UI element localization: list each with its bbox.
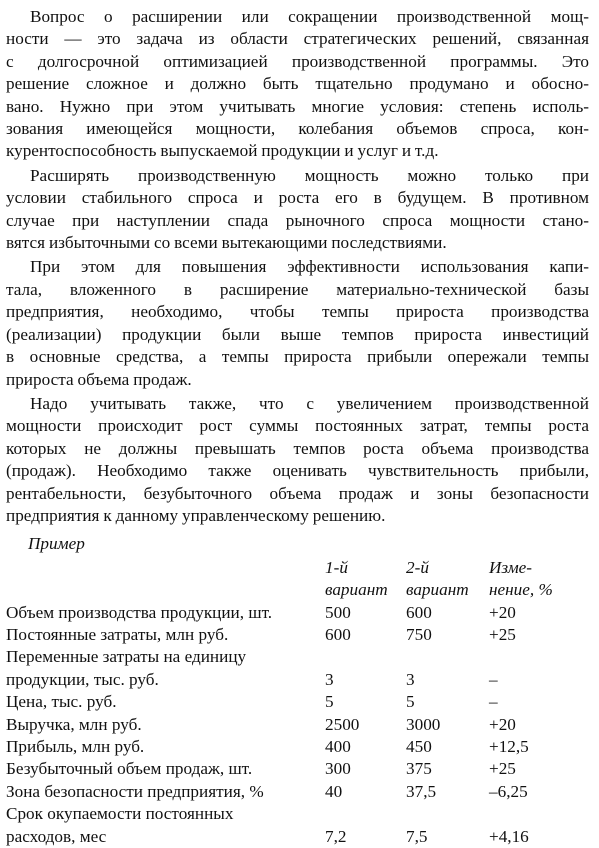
row-label-cell: Цена, тыс. руб.	[6, 692, 117, 712]
text-line: с долгосрочной оптимизацией производственной программы. Это	[6, 51, 589, 71]
value-cell: 2500	[325, 714, 360, 734]
value-cell: 500	[325, 602, 351, 622]
header-cell: вариант	[406, 580, 469, 600]
value-cell: 3	[406, 669, 415, 689]
value-cell: +25	[489, 624, 516, 644]
paragraph-2	[6, 165, 589, 255]
row-label-cell: Объем производства продукции, шт.	[6, 602, 273, 622]
example-table	[6, 557, 589, 848]
text-line: ности — это задача из области стратегических решений, связанная	[6, 29, 589, 49]
table-row	[6, 758, 589, 780]
value-cell: 37,5	[406, 781, 437, 801]
value-cell: +25	[489, 759, 516, 779]
value-cell: 5	[325, 692, 334, 712]
value-cell: +12,5	[489, 737, 529, 756]
text-line: вятся избыточными со всеми вытекающими последствиями.	[6, 233, 447, 253]
text-line: предприятия к данному управленческому решению.	[6, 505, 386, 525]
value-cell	[489, 646, 589, 668]
table-header-row	[6, 579, 589, 601]
header-cell: 1-й	[325, 557, 348, 577]
value-cell: 7,2	[325, 826, 347, 846]
value-cell	[406, 803, 489, 825]
row-label-cell: Переменные затраты на единицу	[6, 647, 247, 667]
row-label-cell: Выручка, млн руб.	[6, 714, 142, 734]
text-line: Расширять производственную мощность можно только при	[30, 165, 589, 185]
row-label-cell: Зона безопасности предприятия, %	[6, 781, 264, 801]
header-cell: 2-й	[406, 557, 429, 577]
value-cell	[325, 646, 406, 668]
value-cell: 600	[325, 624, 351, 644]
text-line: При этом для повышения эффективности использования капи-	[30, 257, 589, 277]
value-cell: 300	[325, 759, 351, 779]
text-line: зования имеющейся мощности, колебания объемов спроса, кон-	[6, 119, 589, 139]
text-line: которых не должны превышать темпов роста объема производства	[6, 438, 589, 458]
value-cell: 450	[406, 737, 432, 756]
text-line: предприятия, необходимо, чтобы темпы прироста производства	[6, 302, 589, 322]
text-line: (реализации) продукции были выше темпов прироста инвестиций	[6, 324, 589, 344]
table-row	[6, 736, 589, 758]
value-cell	[489, 803, 589, 825]
value-cell: –6,25	[489, 781, 528, 801]
value-cell: 400	[325, 737, 351, 756]
text-line: прироста объема продаж.	[6, 369, 192, 389]
row-label-cell: Постоянные затраты, млн руб.	[6, 624, 229, 644]
header-cell	[6, 579, 325, 601]
value-cell: 5	[406, 692, 415, 712]
value-cell: –	[489, 692, 498, 712]
value-cell: 40	[325, 781, 343, 801]
text-line: условии стабильного спроса и роста его в будущем. В противном	[6, 188, 589, 208]
text-line: Надо учитывать также, что с увеличением производственной	[30, 393, 589, 413]
row-label-cell: продукции, тыс. руб.	[6, 669, 159, 689]
header-cell: вариант	[325, 580, 388, 600]
value-cell	[406, 646, 489, 668]
text-line: случае при наступлении спада рыночного спроса мощности стано-	[6, 210, 589, 230]
text-line: тала, вложенного в расширение материально-технической базы	[6, 279, 589, 299]
value-cell: 7,5	[406, 826, 428, 846]
text-line: мощности происходит рост суммы постоянных затрат, темпы роста	[6, 416, 589, 436]
text-line: курентоспособность выпускаемой продукции и услуг и т.д.	[6, 141, 439, 161]
table-row	[6, 646, 589, 668]
document-page	[6, 6, 589, 848]
table-row	[6, 803, 589, 825]
example-table-body	[6, 557, 589, 848]
value-cell: 600	[406, 602, 432, 622]
table-row	[6, 781, 589, 803]
row-label-cell: Прибыль, млн руб.	[6, 737, 145, 756]
value-cell: +4,16	[489, 826, 529, 846]
example-title: Пример	[28, 534, 85, 554]
row-label-cell: расходов, мес	[6, 826, 107, 846]
value-cell: +20	[489, 714, 516, 734]
text-line: решение сложное и должно быть тщательно продумано и обосно-	[6, 74, 589, 94]
table-header-row	[6, 557, 589, 579]
value-cell: –	[489, 669, 498, 689]
table-row	[6, 624, 589, 646]
table-row	[6, 826, 589, 848]
value-cell	[325, 803, 406, 825]
text-line: рентабельности, безубыточного объема продаж и зоны безопасности	[6, 483, 589, 503]
header-cell: Изме-	[489, 557, 533, 577]
header-cell	[6, 557, 325, 579]
table-row	[6, 691, 589, 713]
text-line: (продаж). Необходимо также оценивать чувствительность прибыли,	[6, 461, 589, 481]
text-line: вано. Нужно при этом учитывать многие условия: степень исполь-	[6, 96, 589, 116]
paragraph-3	[6, 256, 589, 390]
header-cell: нение, %	[489, 580, 553, 600]
row-label-cell: Срок окупаемости постоянных	[6, 804, 234, 824]
paragraph-4	[6, 393, 589, 527]
text-line: в основные средства, а темпы прироста прибыли опережали темпы	[6, 347, 589, 367]
paragraph-1	[6, 6, 589, 163]
row-label-cell: Безубыточный объем продаж, шт.	[6, 759, 253, 779]
table-row	[6, 669, 589, 691]
value-cell: 3	[325, 669, 334, 689]
table-row	[6, 714, 589, 736]
value-cell: 750	[406, 624, 432, 644]
value-cell: 3000	[406, 714, 441, 734]
value-cell: 375	[406, 759, 432, 779]
table-row	[6, 602, 589, 624]
value-cell: +20	[489, 602, 516, 622]
text-line: Вопрос о расширении или сокращении производственной мощ-	[30, 7, 589, 26]
